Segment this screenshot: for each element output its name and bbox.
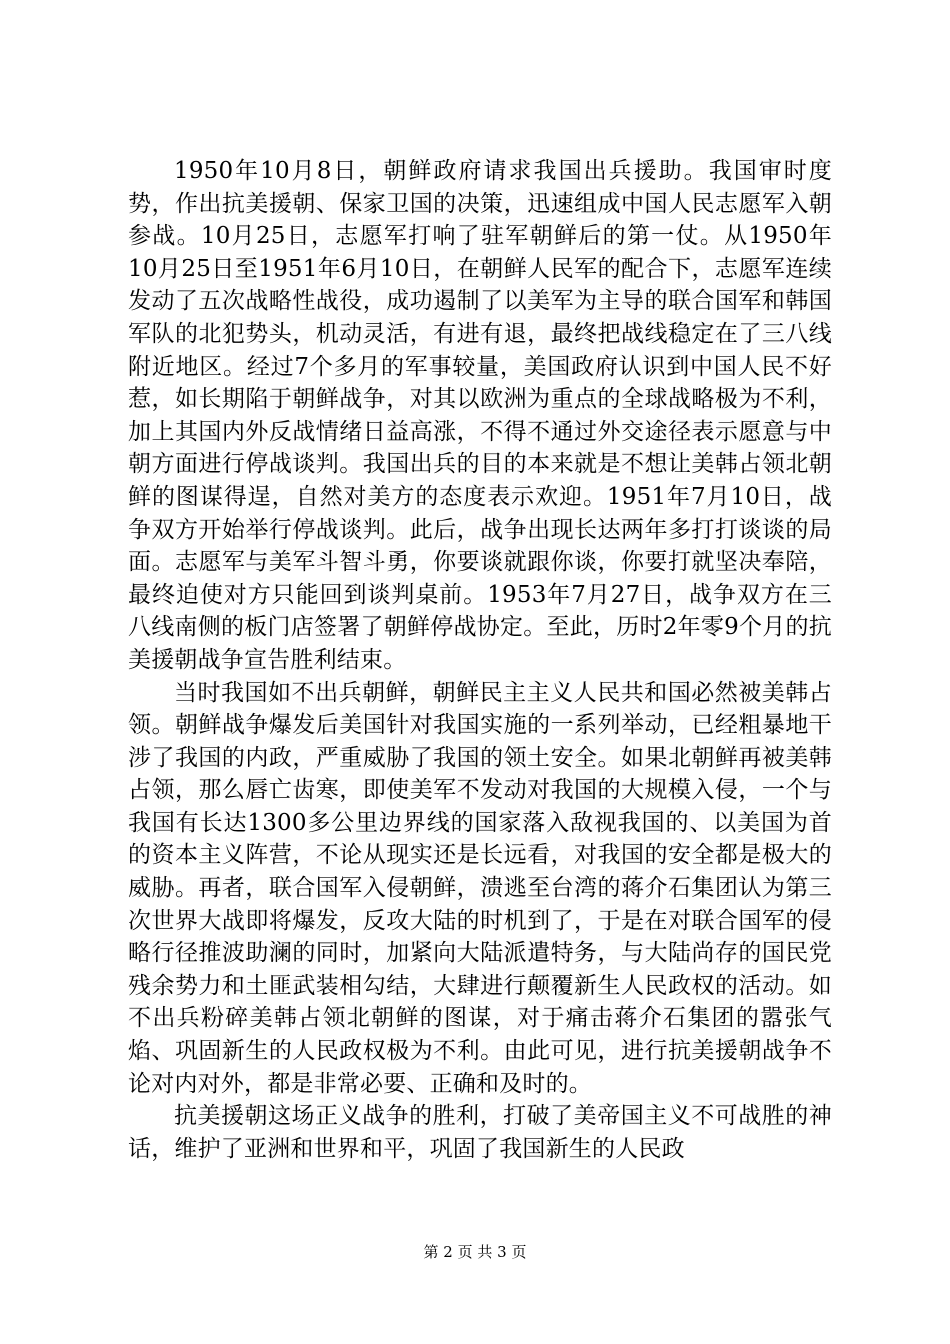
paragraph-3: 抗美援朝这场正义战争的胜利，打破了美帝国主义不可战胜的神话，维护了亚洲和世界和平，巩固了我国新生的人民政 bbox=[128, 1103, 832, 1162]
page-footer: 第 2 页 共 3 页 bbox=[423, 1243, 527, 1261]
document-body bbox=[128, 155, 832, 1165]
paragraph-1: 1950年10月8日，朝鲜政府请求我国出兵援助。我国审时度势，作出抗美援朝、保家卫国的决策，迅速组成中国人民志愿军入朝参战。10月25日，志愿军打响了驻军朝鲜后的第一仗。从1950年10月25日至1951年6月10日，在朝鲜人民军的配合下，志愿军连续发动了五次战略性战役，成功遏制了以美军为主导的联合国军和韩国军队的北犯势头，机动灵活，有进有退，最终把战线稳定在了三八线附近地区。经过7个多月的军事较量，美国政府认识到中国人民不好惹，如长期陷于朝鲜战争，对其以欧洲为重点的全球战略极为不利，加上其国内外反战情绪日益高涨，不得不通过外交途径表示愿意与中朝方面进行停战谈判。我国出兵的目的本来就是不想让美韩占领北朝鲜的图谋得逞，自然对美方的态度表示欢迎。1951年7月10日，战争双方开始举行停战谈判。此后，战争出现长达两年多打打谈谈的局面。志愿军与美军斗智斗勇，你要谈就跟你谈，你要打就坚决奉陪，最终迫使对方只能回到谈判桌前。1953年7月27日，战争双方在三八线南侧的板门店签署了朝鲜停战协定。至此，历时2年零9个月的抗美援朝战争宣告胜利结束。 bbox=[128, 158, 832, 673]
paragraph-2: 当时我国如不出兵朝鲜，朝鲜民主主义人民共和国必然被美韩占领。朝鲜战争爆发后美国针对我国实施的一系列举动，已经粗暴地干涉了我国的内政，严重威胁了我国的领土安全。如果北朝鲜再被美韩占领，那么唇亡齿寒，即使美军不发动对我国的大规模入侵，一个与我国有长达1300多公里边界线的国家落入敌视我国的、以美国为首的资本主义阵营，不论从现实还是长远看，对我国的安全都是极大的威胁。再者，联合国军入侵朝鲜，溃逃至台湾的蒋介石集团认为第三次世界大战即将爆发，反攻大陆的时机到了，于是在对联合国军的侵略行径推波助澜的同时，加紧向大陆派遣特务，与大陆尚存的国民党残余势力和土匪武装相勾结，大肆进行颠覆新生人民政权的活动。如不出兵粉碎美韩占领北朝鲜的图谋，对于痛击蒋介石集团的嚣张气焰、巩固新生的人民政权极为不利。由此可见，进行抗美援朝战争不论对内对外，都是非常必要、正确和及时的。 bbox=[128, 679, 832, 1097]
